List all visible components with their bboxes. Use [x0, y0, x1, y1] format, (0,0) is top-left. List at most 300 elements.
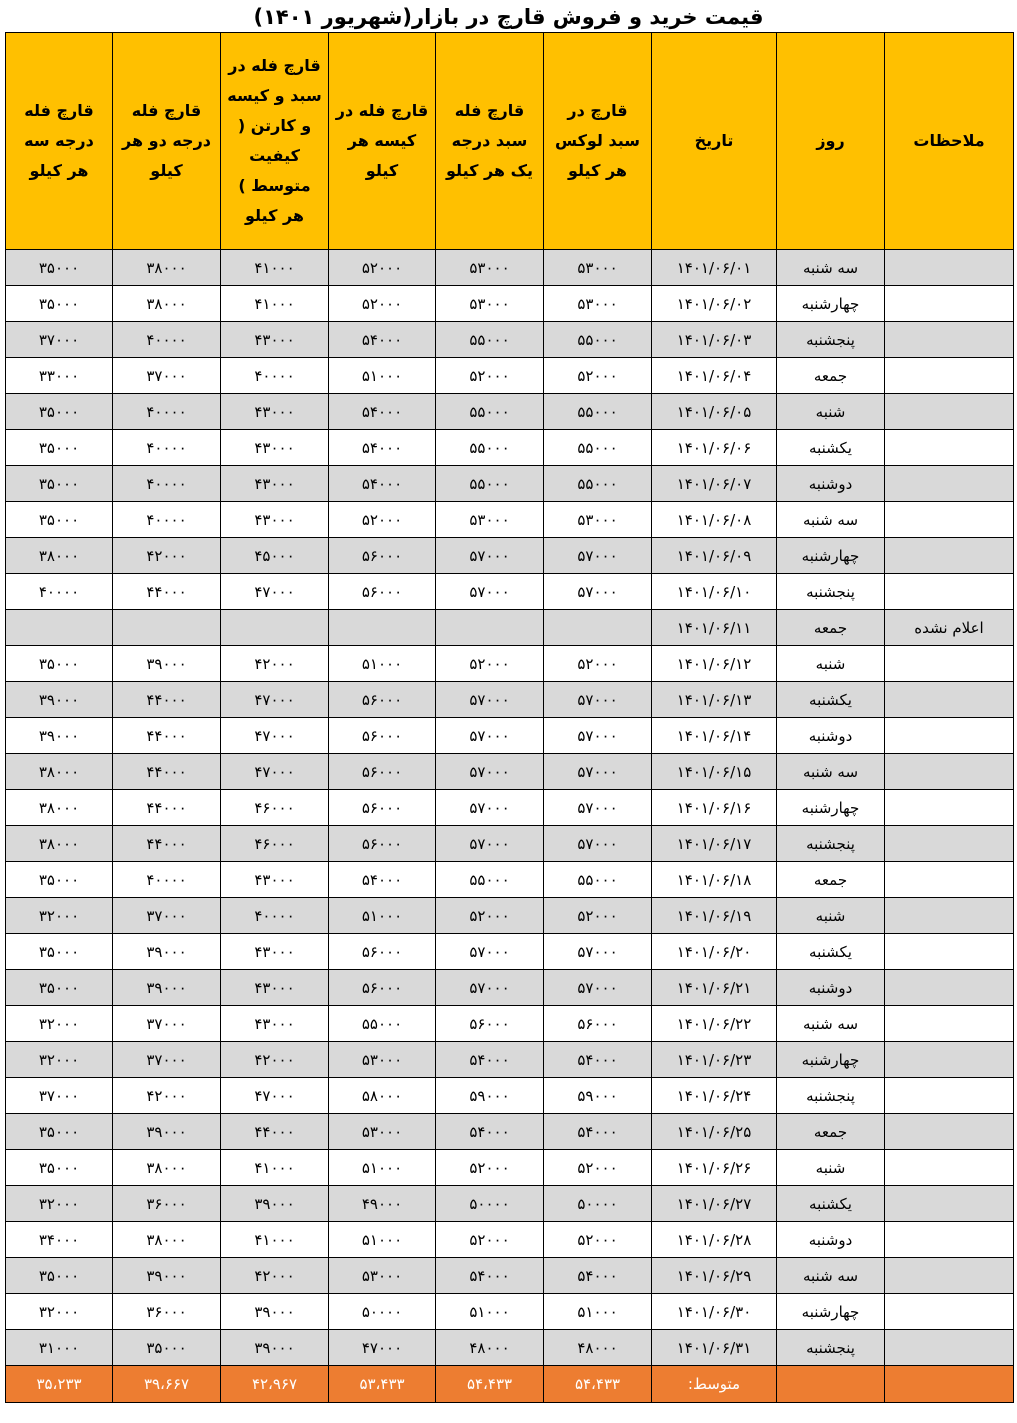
table-row — [6, 394, 1014, 430]
cell-mixed: ۴۳۰۰۰ — [221, 466, 329, 502]
cell-notes — [885, 286, 1014, 322]
cell-day: سه شنبه — [777, 754, 885, 790]
cell-mixed: ۴۷۰۰۰ — [221, 754, 329, 790]
cell-day: دوشنبه — [777, 718, 885, 754]
cell-grade2: ۳۷۰۰۰ — [113, 1042, 221, 1078]
cell-grade2: ۴۴۰۰۰ — [113, 718, 221, 754]
cell-grade2: ۳۷۰۰۰ — [113, 358, 221, 394]
cell-date: ۱۴۰۱/۰۶/۱۲ — [652, 646, 777, 682]
cell-grade2: ۳۸۰۰۰ — [113, 250, 221, 286]
cell-grade2: ۴۴۰۰۰ — [113, 790, 221, 826]
cell-grade3: ۳۵۰۰۰ — [6, 394, 113, 430]
cell-date: ۱۴۰۱/۰۶/۱۶ — [652, 790, 777, 826]
cell-bag: ۵۱۰۰۰ — [329, 898, 436, 934]
cell-day: سه شنبه — [777, 250, 885, 286]
cell-notes — [885, 862, 1014, 898]
cell-grade1: ۵۲۰۰۰ — [436, 358, 544, 394]
average-lux: ۵۴،۴۳۳ — [544, 1366, 652, 1403]
average-notes-empty — [885, 1366, 1014, 1403]
cell-date: ۱۴۰۱/۰۶/۰۷ — [652, 466, 777, 502]
cell-day: جمعه — [777, 358, 885, 394]
cell-notes — [885, 682, 1014, 718]
cell-notes — [885, 1222, 1014, 1258]
cell-grade3: ۳۲۰۰۰ — [6, 1006, 113, 1042]
cell-lux: ۵۳۰۰۰ — [544, 250, 652, 286]
cell-day: جمعه — [777, 1114, 885, 1150]
cell-date: ۱۴۰۱/۰۶/۰۳ — [652, 322, 777, 358]
cell-grade3: ۳۸۰۰۰ — [6, 538, 113, 574]
cell-lux: ۵۳۰۰۰ — [544, 502, 652, 538]
cell-grade1: ۵۲۰۰۰ — [436, 898, 544, 934]
average-day-empty — [777, 1366, 885, 1403]
cell-grade1: ۵۲۰۰۰ — [436, 1222, 544, 1258]
cell-notes — [885, 970, 1014, 1006]
cell-grade3: ۳۵۰۰۰ — [6, 934, 113, 970]
cell-date: ۱۴۰۱/۰۶/۱۹ — [652, 898, 777, 934]
cell-mixed: ۴۱۰۰۰ — [221, 1150, 329, 1186]
average-bag: ۵۳،۴۳۳ — [329, 1366, 436, 1403]
cell-mixed: ۴۰۰۰۰ — [221, 898, 329, 934]
header-grade3: قارچ فله درجه سه هر کیلو — [6, 33, 113, 250]
cell-grade3: ۳۸۰۰۰ — [6, 826, 113, 862]
table-row — [6, 754, 1014, 790]
cell-notes — [885, 898, 1014, 934]
cell-mixed: ۴۷۰۰۰ — [221, 682, 329, 718]
cell-grade1: ۵۳۰۰۰ — [436, 286, 544, 322]
cell-mixed: ۴۳۰۰۰ — [221, 322, 329, 358]
cell-grade2: ۴۴۰۰۰ — [113, 574, 221, 610]
cell-grade2: ۴۴۰۰۰ — [113, 682, 221, 718]
cell-bag: ۵۶۰۰۰ — [329, 682, 436, 718]
cell-bag: ۵۳۰۰۰ — [329, 1042, 436, 1078]
cell-date: ۱۴۰۱/۰۶/۲۸ — [652, 1222, 777, 1258]
cell-lux: ۵۵۰۰۰ — [544, 394, 652, 430]
cell-grade1: ۵۷۰۰۰ — [436, 718, 544, 754]
cell-grade1: ۵۵۰۰۰ — [436, 430, 544, 466]
cell-day: شنبه — [777, 394, 885, 430]
cell-day: پنجشنبه — [777, 1330, 885, 1366]
table-row — [6, 1042, 1014, 1078]
table-row — [6, 1258, 1014, 1294]
cell-grade1: ۵۹۰۰۰ — [436, 1078, 544, 1114]
cell-mixed: ۴۱۰۰۰ — [221, 250, 329, 286]
cell-grade2: ۴۰۰۰۰ — [113, 322, 221, 358]
cell-bag: ۴۷۰۰۰ — [329, 1330, 436, 1366]
cell-notes — [885, 1186, 1014, 1222]
table-row — [6, 1222, 1014, 1258]
cell-bag: ۵۰۰۰۰ — [329, 1294, 436, 1330]
table-row — [6, 1150, 1014, 1186]
cell-day: یکشنبه — [777, 682, 885, 718]
cell-grade2: ۳۹۰۰۰ — [113, 934, 221, 970]
cell-grade3 — [6, 610, 113, 646]
cell-day: چهارشنبه — [777, 286, 885, 322]
cell-bag: ۵۱۰۰۰ — [329, 646, 436, 682]
table-row — [6, 1330, 1014, 1366]
cell-day: جمعه — [777, 862, 885, 898]
cell-notes — [885, 790, 1014, 826]
cell-notes — [885, 322, 1014, 358]
table-row — [6, 934, 1014, 970]
cell-notes — [885, 1042, 1014, 1078]
cell-date: ۱۴۰۱/۰۶/۲۹ — [652, 1258, 777, 1294]
cell-day: دوشنبه — [777, 1222, 885, 1258]
table-row — [6, 682, 1014, 718]
cell-mixed: ۴۳۰۰۰ — [221, 394, 329, 430]
cell-grade1: ۵۷۰۰۰ — [436, 934, 544, 970]
cell-day: پنجشنبه — [777, 574, 885, 610]
cell-lux: ۵۷۰۰۰ — [544, 718, 652, 754]
cell-lux: ۵۶۰۰۰ — [544, 1006, 652, 1042]
average-mixed: ۴۲،۹۶۷ — [221, 1366, 329, 1403]
cell-bag: ۵۴۰۰۰ — [329, 394, 436, 430]
cell-lux: ۵۷۰۰۰ — [544, 538, 652, 574]
cell-bag: ۵۴۰۰۰ — [329, 430, 436, 466]
cell-lux — [544, 610, 652, 646]
cell-grade1: ۵۳۰۰۰ — [436, 250, 544, 286]
cell-lux: ۵۲۰۰۰ — [544, 1150, 652, 1186]
cell-day: سه شنبه — [777, 502, 885, 538]
cell-notes — [885, 538, 1014, 574]
table-row — [6, 574, 1014, 610]
cell-grade2: ۳۵۰۰۰ — [113, 1330, 221, 1366]
average-grade3: ۳۵،۲۳۳ — [6, 1366, 113, 1403]
cell-grade3: ۳۷۰۰۰ — [6, 1078, 113, 1114]
cell-day: پنجشنبه — [777, 322, 885, 358]
cell-grade1: ۵۴۰۰۰ — [436, 1114, 544, 1150]
cell-day: چهارشنبه — [777, 1294, 885, 1330]
cell-bag: ۵۲۰۰۰ — [329, 502, 436, 538]
cell-grade3: ۳۸۰۰۰ — [6, 790, 113, 826]
cell-notes — [885, 1330, 1014, 1366]
cell-lux: ۵۵۰۰۰ — [544, 862, 652, 898]
cell-grade2: ۳۶۰۰۰ — [113, 1294, 221, 1330]
cell-day: یکشنبه — [777, 1186, 885, 1222]
cell-grade2: ۳۶۰۰۰ — [113, 1186, 221, 1222]
cell-grade1: ۵۵۰۰۰ — [436, 322, 544, 358]
average-grade2: ۳۹،۶۶۷ — [113, 1366, 221, 1403]
cell-date: ۱۴۰۱/۰۶/۱۱ — [652, 610, 777, 646]
cell-grade1: ۵۲۰۰۰ — [436, 1150, 544, 1186]
cell-mixed: ۴۱۰۰۰ — [221, 286, 329, 322]
cell-mixed: ۴۳۰۰۰ — [221, 934, 329, 970]
cell-grade3: ۳۱۰۰۰ — [6, 1330, 113, 1366]
cell-notes — [885, 1006, 1014, 1042]
table-row — [6, 1186, 1014, 1222]
cell-day: پنجشنبه — [777, 1078, 885, 1114]
cell-bag: ۵۵۰۰۰ — [329, 1006, 436, 1042]
cell-lux: ۵۲۰۰۰ — [544, 646, 652, 682]
table-row — [6, 610, 1014, 646]
cell-grade1: ۵۵۰۰۰ — [436, 862, 544, 898]
cell-date: ۱۴۰۱/۰۶/۰۹ — [652, 538, 777, 574]
cell-date: ۱۴۰۱/۰۶/۰۸ — [652, 502, 777, 538]
cell-grade2: ۳۹۰۰۰ — [113, 970, 221, 1006]
cell-bag: ۵۶۰۰۰ — [329, 934, 436, 970]
cell-grade3: ۳۵۰۰۰ — [6, 286, 113, 322]
cell-grade3: ۳۵۰۰۰ — [6, 646, 113, 682]
cell-day: چهارشنبه — [777, 790, 885, 826]
cell-grade2: ۴۰۰۰۰ — [113, 394, 221, 430]
cell-bag: ۵۴۰۰۰ — [329, 322, 436, 358]
cell-mixed: ۴۲۰۰۰ — [221, 1258, 329, 1294]
cell-day: سه شنبه — [777, 1258, 885, 1294]
cell-notes: اعلام نشده — [885, 610, 1014, 646]
cell-grade1: ۵۷۰۰۰ — [436, 682, 544, 718]
cell-grade3: ۳۵۰۰۰ — [6, 502, 113, 538]
header-grade1: قارچ فله سبد درجه یک هر کیلو — [436, 33, 544, 250]
cell-grade2: ۳۷۰۰۰ — [113, 898, 221, 934]
cell-date: ۱۴۰۱/۰۶/۲۵ — [652, 1114, 777, 1150]
cell-day: جمعه — [777, 610, 885, 646]
cell-day: دوشنبه — [777, 466, 885, 502]
cell-grade3: ۳۵۰۰۰ — [6, 970, 113, 1006]
table-row — [6, 718, 1014, 754]
table-row — [6, 826, 1014, 862]
cell-grade2: ۴۰۰۰۰ — [113, 430, 221, 466]
cell-lux: ۵۲۰۰۰ — [544, 1222, 652, 1258]
cell-day: پنجشنبه — [777, 826, 885, 862]
cell-notes — [885, 430, 1014, 466]
cell-notes — [885, 466, 1014, 502]
cell-mixed: ۴۳۰۰۰ — [221, 430, 329, 466]
cell-lux: ۵۷۰۰۰ — [544, 682, 652, 718]
cell-mixed: ۴۷۰۰۰ — [221, 574, 329, 610]
cell-lux: ۵۷۰۰۰ — [544, 574, 652, 610]
cell-grade1: ۵۶۰۰۰ — [436, 1006, 544, 1042]
cell-lux: ۵۳۰۰۰ — [544, 286, 652, 322]
cell-grade3: ۳۵۰۰۰ — [6, 430, 113, 466]
cell-lux: ۵۵۰۰۰ — [544, 466, 652, 502]
table-row — [6, 790, 1014, 826]
cell-lux: ۵۷۰۰۰ — [544, 754, 652, 790]
table-row — [6, 466, 1014, 502]
cell-grade1: ۵۴۰۰۰ — [436, 1258, 544, 1294]
cell-mixed: ۳۹۰۰۰ — [221, 1294, 329, 1330]
table-row — [6, 646, 1014, 682]
cell-date: ۱۴۰۱/۰۶/۱۵ — [652, 754, 777, 790]
header-row — [6, 33, 1014, 250]
cell-bag: ۵۶۰۰۰ — [329, 826, 436, 862]
price-table — [5, 32, 1014, 1403]
cell-date: ۱۴۰۱/۰۶/۱۸ — [652, 862, 777, 898]
cell-grade3: ۳۴۰۰۰ — [6, 1222, 113, 1258]
cell-notes — [885, 646, 1014, 682]
cell-grade2 — [113, 610, 221, 646]
cell-grade3: ۳۹۰۰۰ — [6, 682, 113, 718]
cell-grade3: ۳۵۰۰۰ — [6, 466, 113, 502]
table-row — [6, 970, 1014, 1006]
cell-grade1: ۵۵۰۰۰ — [436, 466, 544, 502]
table-row — [6, 286, 1014, 322]
table-row — [6, 502, 1014, 538]
cell-notes — [885, 754, 1014, 790]
cell-date: ۱۴۰۱/۰۶/۳۰ — [652, 1294, 777, 1330]
cell-day: چهارشنبه — [777, 1042, 885, 1078]
cell-grade2: ۳۸۰۰۰ — [113, 286, 221, 322]
cell-mixed: ۴۶۰۰۰ — [221, 826, 329, 862]
cell-bag: ۵۶۰۰۰ — [329, 574, 436, 610]
cell-lux: ۵۲۰۰۰ — [544, 358, 652, 394]
cell-date: ۱۴۰۱/۰۶/۲۶ — [652, 1150, 777, 1186]
cell-bag: ۵۶۰۰۰ — [329, 970, 436, 1006]
average-row — [6, 1366, 1014, 1403]
cell-bag: ۵۸۰۰۰ — [329, 1078, 436, 1114]
cell-day: شنبه — [777, 1150, 885, 1186]
cell-grade2: ۴۴۰۰۰ — [113, 826, 221, 862]
cell-mixed: ۴۳۰۰۰ — [221, 1006, 329, 1042]
cell-date: ۱۴۰۱/۰۶/۰۲ — [652, 286, 777, 322]
cell-lux: ۵۷۰۰۰ — [544, 934, 652, 970]
cell-bag: ۵۳۰۰۰ — [329, 1258, 436, 1294]
cell-mixed: ۴۰۰۰۰ — [221, 358, 329, 394]
cell-notes — [885, 502, 1014, 538]
cell-grade2: ۳۹۰۰۰ — [113, 646, 221, 682]
header-date: تاریخ — [652, 33, 777, 250]
cell-bag: ۴۹۰۰۰ — [329, 1186, 436, 1222]
cell-date: ۱۴۰۱/۰۶/۲۴ — [652, 1078, 777, 1114]
cell-notes — [885, 394, 1014, 430]
table-row — [6, 1006, 1014, 1042]
cell-notes — [885, 358, 1014, 394]
cell-lux: ۵۷۰۰۰ — [544, 790, 652, 826]
cell-bag: ۵۶۰۰۰ — [329, 718, 436, 754]
cell-day: چهارشنبه — [777, 538, 885, 574]
cell-notes — [885, 1114, 1014, 1150]
header-bag: قارچ فله در کیسه هر کیلو — [329, 33, 436, 250]
cell-notes — [885, 1078, 1014, 1114]
table-row — [6, 250, 1014, 286]
table-row — [6, 1294, 1014, 1330]
cell-notes — [885, 1150, 1014, 1186]
cell-bag: ۵۶۰۰۰ — [329, 538, 436, 574]
cell-mixed: ۴۷۰۰۰ — [221, 1078, 329, 1114]
cell-grade2: ۳۸۰۰۰ — [113, 1222, 221, 1258]
cell-grade3: ۳۵۰۰۰ — [6, 1258, 113, 1294]
cell-bag — [329, 610, 436, 646]
cell-bag: ۵۶۰۰۰ — [329, 790, 436, 826]
cell-grade1: ۵۷۰۰۰ — [436, 826, 544, 862]
cell-bag: ۵۴۰۰۰ — [329, 466, 436, 502]
cell-mixed: ۳۹۰۰۰ — [221, 1186, 329, 1222]
cell-grade3: ۳۲۰۰۰ — [6, 898, 113, 934]
table-row — [6, 1078, 1014, 1114]
cell-date: ۱۴۰۱/۰۶/۰۶ — [652, 430, 777, 466]
cell-grade2: ۴۰۰۰۰ — [113, 466, 221, 502]
table-body — [6, 250, 1014, 1366]
cell-grade2: ۴۴۰۰۰ — [113, 754, 221, 790]
cell-grade3: ۴۰۰۰۰ — [6, 574, 113, 610]
cell-mixed: ۴۲۰۰۰ — [221, 1042, 329, 1078]
cell-bag: ۵۱۰۰۰ — [329, 1150, 436, 1186]
cell-date: ۱۴۰۱/۰۶/۰۴ — [652, 358, 777, 394]
cell-grade1: ۵۲۰۰۰ — [436, 646, 544, 682]
cell-lux: ۵۷۰۰۰ — [544, 826, 652, 862]
cell-grade1: ۴۸۰۰۰ — [436, 1330, 544, 1366]
cell-bag: ۵۴۰۰۰ — [329, 862, 436, 898]
cell-date: ۱۴۰۱/۰۶/۲۷ — [652, 1186, 777, 1222]
cell-lux: ۵۵۰۰۰ — [544, 430, 652, 466]
cell-grade3: ۳۲۰۰۰ — [6, 1186, 113, 1222]
cell-notes — [885, 934, 1014, 970]
cell-grade1: ۵۷۰۰۰ — [436, 970, 544, 1006]
cell-grade1: ۵۷۰۰۰ — [436, 574, 544, 610]
cell-notes — [885, 250, 1014, 286]
cell-mixed — [221, 610, 329, 646]
cell-lux: ۵۹۰۰۰ — [544, 1078, 652, 1114]
cell-mixed: ۴۳۰۰۰ — [221, 502, 329, 538]
cell-notes — [885, 574, 1014, 610]
cell-grade3: ۳۲۰۰۰ — [6, 1042, 113, 1078]
cell-mixed: ۴۷۰۰۰ — [221, 718, 329, 754]
cell-day: سه شنبه — [777, 1006, 885, 1042]
table-row — [6, 358, 1014, 394]
cell-date: ۱۴۰۱/۰۶/۲۱ — [652, 970, 777, 1006]
cell-mixed: ۴۱۰۰۰ — [221, 1222, 329, 1258]
cell-grade2: ۴۰۰۰۰ — [113, 862, 221, 898]
cell-grade3: ۳۵۰۰۰ — [6, 1150, 113, 1186]
cell-grade1: ۵۰۰۰۰ — [436, 1186, 544, 1222]
cell-date: ۱۴۰۱/۰۶/۱۴ — [652, 718, 777, 754]
cell-grade2: ۳۹۰۰۰ — [113, 1258, 221, 1294]
cell-lux: ۵۲۰۰۰ — [544, 898, 652, 934]
cell-bag: ۵۳۰۰۰ — [329, 1114, 436, 1150]
header-day: روز — [777, 33, 885, 250]
average-grade1: ۵۴،۴۳۳ — [436, 1366, 544, 1403]
cell-day: دوشنبه — [777, 970, 885, 1006]
cell-lux: ۴۸۰۰۰ — [544, 1330, 652, 1366]
cell-date: ۱۴۰۱/۰۶/۳۱ — [652, 1330, 777, 1366]
cell-lux: ۵۱۰۰۰ — [544, 1294, 652, 1330]
cell-grade1: ۵۴۰۰۰ — [436, 1042, 544, 1078]
cell-grade1 — [436, 610, 544, 646]
header-grade2: قارچ فله درجه دو هر کیلو — [113, 33, 221, 250]
cell-date: ۱۴۰۱/۰۶/۲۲ — [652, 1006, 777, 1042]
cell-mixed: ۴۳۰۰۰ — [221, 970, 329, 1006]
cell-date: ۱۴۰۱/۰۶/۱۷ — [652, 826, 777, 862]
header-notes: ملاحظات — [885, 33, 1014, 250]
cell-date: ۱۴۰۱/۰۶/۲۳ — [652, 1042, 777, 1078]
cell-bag: ۵۲۰۰۰ — [329, 286, 436, 322]
table-row — [6, 898, 1014, 934]
header-lux: قارچ در سبد لوکس هر کیلو — [544, 33, 652, 250]
cell-grade1: ۵۱۰۰۰ — [436, 1294, 544, 1330]
cell-bag: ۵۱۰۰۰ — [329, 358, 436, 394]
table-row — [6, 538, 1014, 574]
cell-lux: ۵۴۰۰۰ — [544, 1042, 652, 1078]
cell-day: یکشنبه — [777, 934, 885, 970]
cell-grade2: ۴۲۰۰۰ — [113, 538, 221, 574]
cell-lux: ۵۴۰۰۰ — [544, 1114, 652, 1150]
cell-mixed: ۴۴۰۰۰ — [221, 1114, 329, 1150]
cell-notes — [885, 718, 1014, 754]
cell-mixed: ۴۵۰۰۰ — [221, 538, 329, 574]
cell-grade3: ۳۵۰۰۰ — [6, 250, 113, 286]
cell-grade2: ۴۲۰۰۰ — [113, 1078, 221, 1114]
cell-bag: ۵۶۰۰۰ — [329, 754, 436, 790]
cell-day: شنبه — [777, 646, 885, 682]
page-title: قیمت خرید و فروش قارچ در بازار(شهریور ۱۴۰۱) — [253, 5, 764, 29]
cell-date: ۱۴۰۱/۰۶/۱۰ — [652, 574, 777, 610]
header-mixed: قارچ فله در سبد و کیسه و کارتن ( کیفیت متوسط ) هر کیلو — [221, 33, 329, 250]
cell-lux: ۵۴۰۰۰ — [544, 1258, 652, 1294]
cell-mixed: ۳۹۰۰۰ — [221, 1330, 329, 1366]
cell-grade3: ۳۳۰۰۰ — [6, 358, 113, 394]
cell-notes — [885, 1258, 1014, 1294]
cell-mixed: ۴۳۰۰۰ — [221, 862, 329, 898]
cell-grade3: ۳۷۰۰۰ — [6, 322, 113, 358]
cell-date: ۱۴۰۱/۰۶/۱۳ — [652, 682, 777, 718]
